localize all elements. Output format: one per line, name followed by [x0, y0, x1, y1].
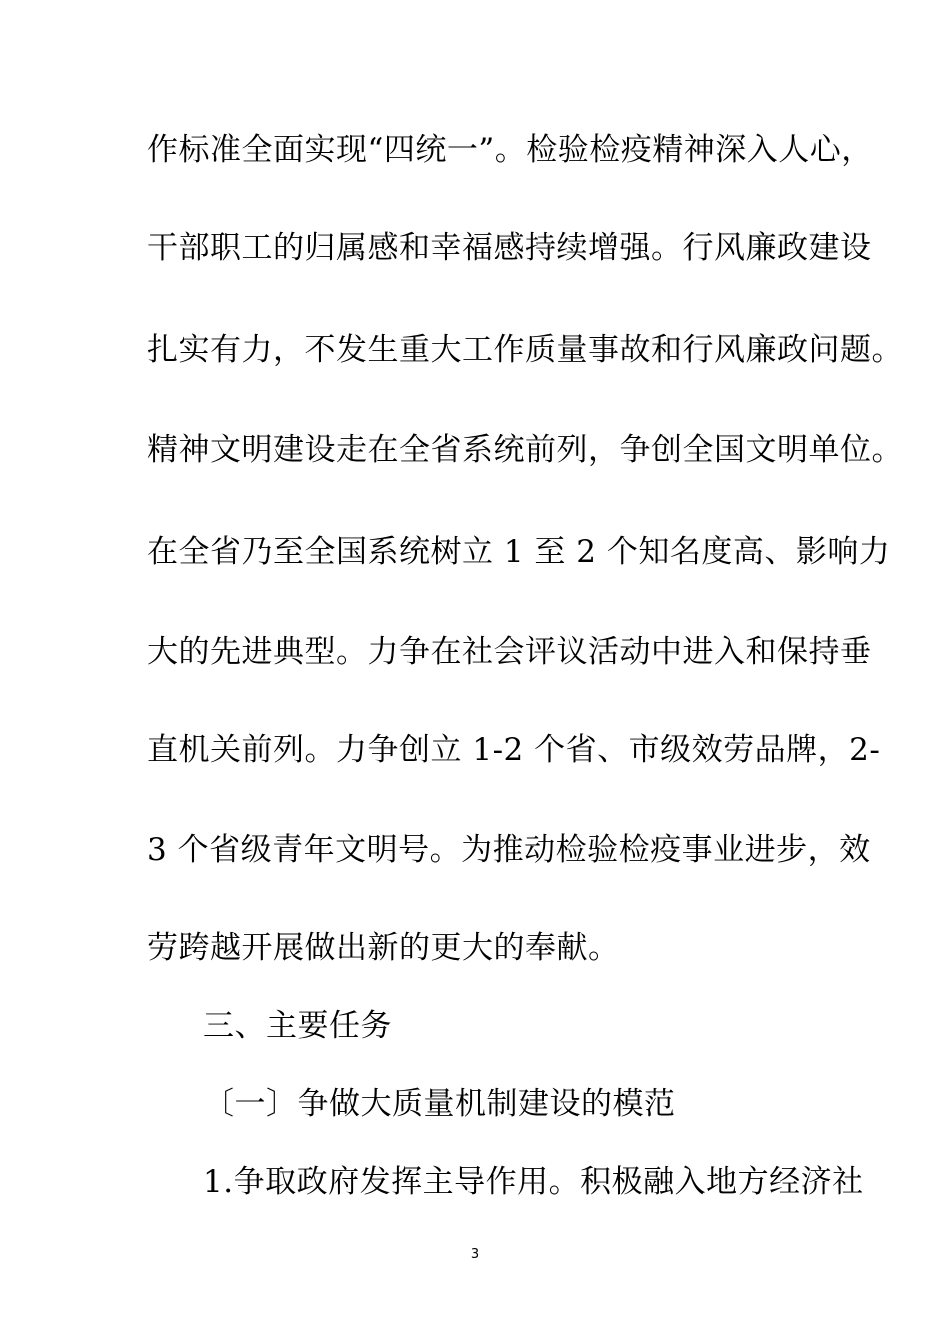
subsection-heading: 〔一〕争做大质量机制建设的模范: [203, 1086, 676, 1122]
body-text-line: 大的先进典型。力争在社会评议活动中进入和保持垂: [147, 634, 872, 670]
body-text-line: 直机关前列。力争创立 1-2 个省、市级效劳品牌，2-: [147, 732, 881, 768]
body-text-line: 精神文明建设走在全省系统前列，争创全国文明单位。: [147, 432, 903, 468]
body-text-line: 干部职工的归属感和幸福感持续增强。行风廉政建设: [147, 230, 872, 266]
body-text-line: 扎实有力，不发生重大工作质量事故和行风廉政问题。: [147, 332, 903, 368]
body-text-line: 劳跨越开展做出新的更大的奉献。: [147, 930, 620, 966]
body-text-line: 作标准全面实现“四统一”。检验检疫精神深入人心，: [147, 132, 873, 168]
body-text-line: 在全省乃至全国系统树立 1 至 2 个知名度高、影响力: [147, 534, 891, 570]
section-heading: 三、主要任务: [203, 1008, 392, 1044]
page-number: 3: [470, 1247, 480, 1262]
body-text-line: 3 个省级青年文明号。为推动检验检疫事业进步，效: [147, 832, 871, 868]
numbered-item-text: 1.争取政府发挥主导作用。积极融入地方经济社: [203, 1164, 864, 1200]
